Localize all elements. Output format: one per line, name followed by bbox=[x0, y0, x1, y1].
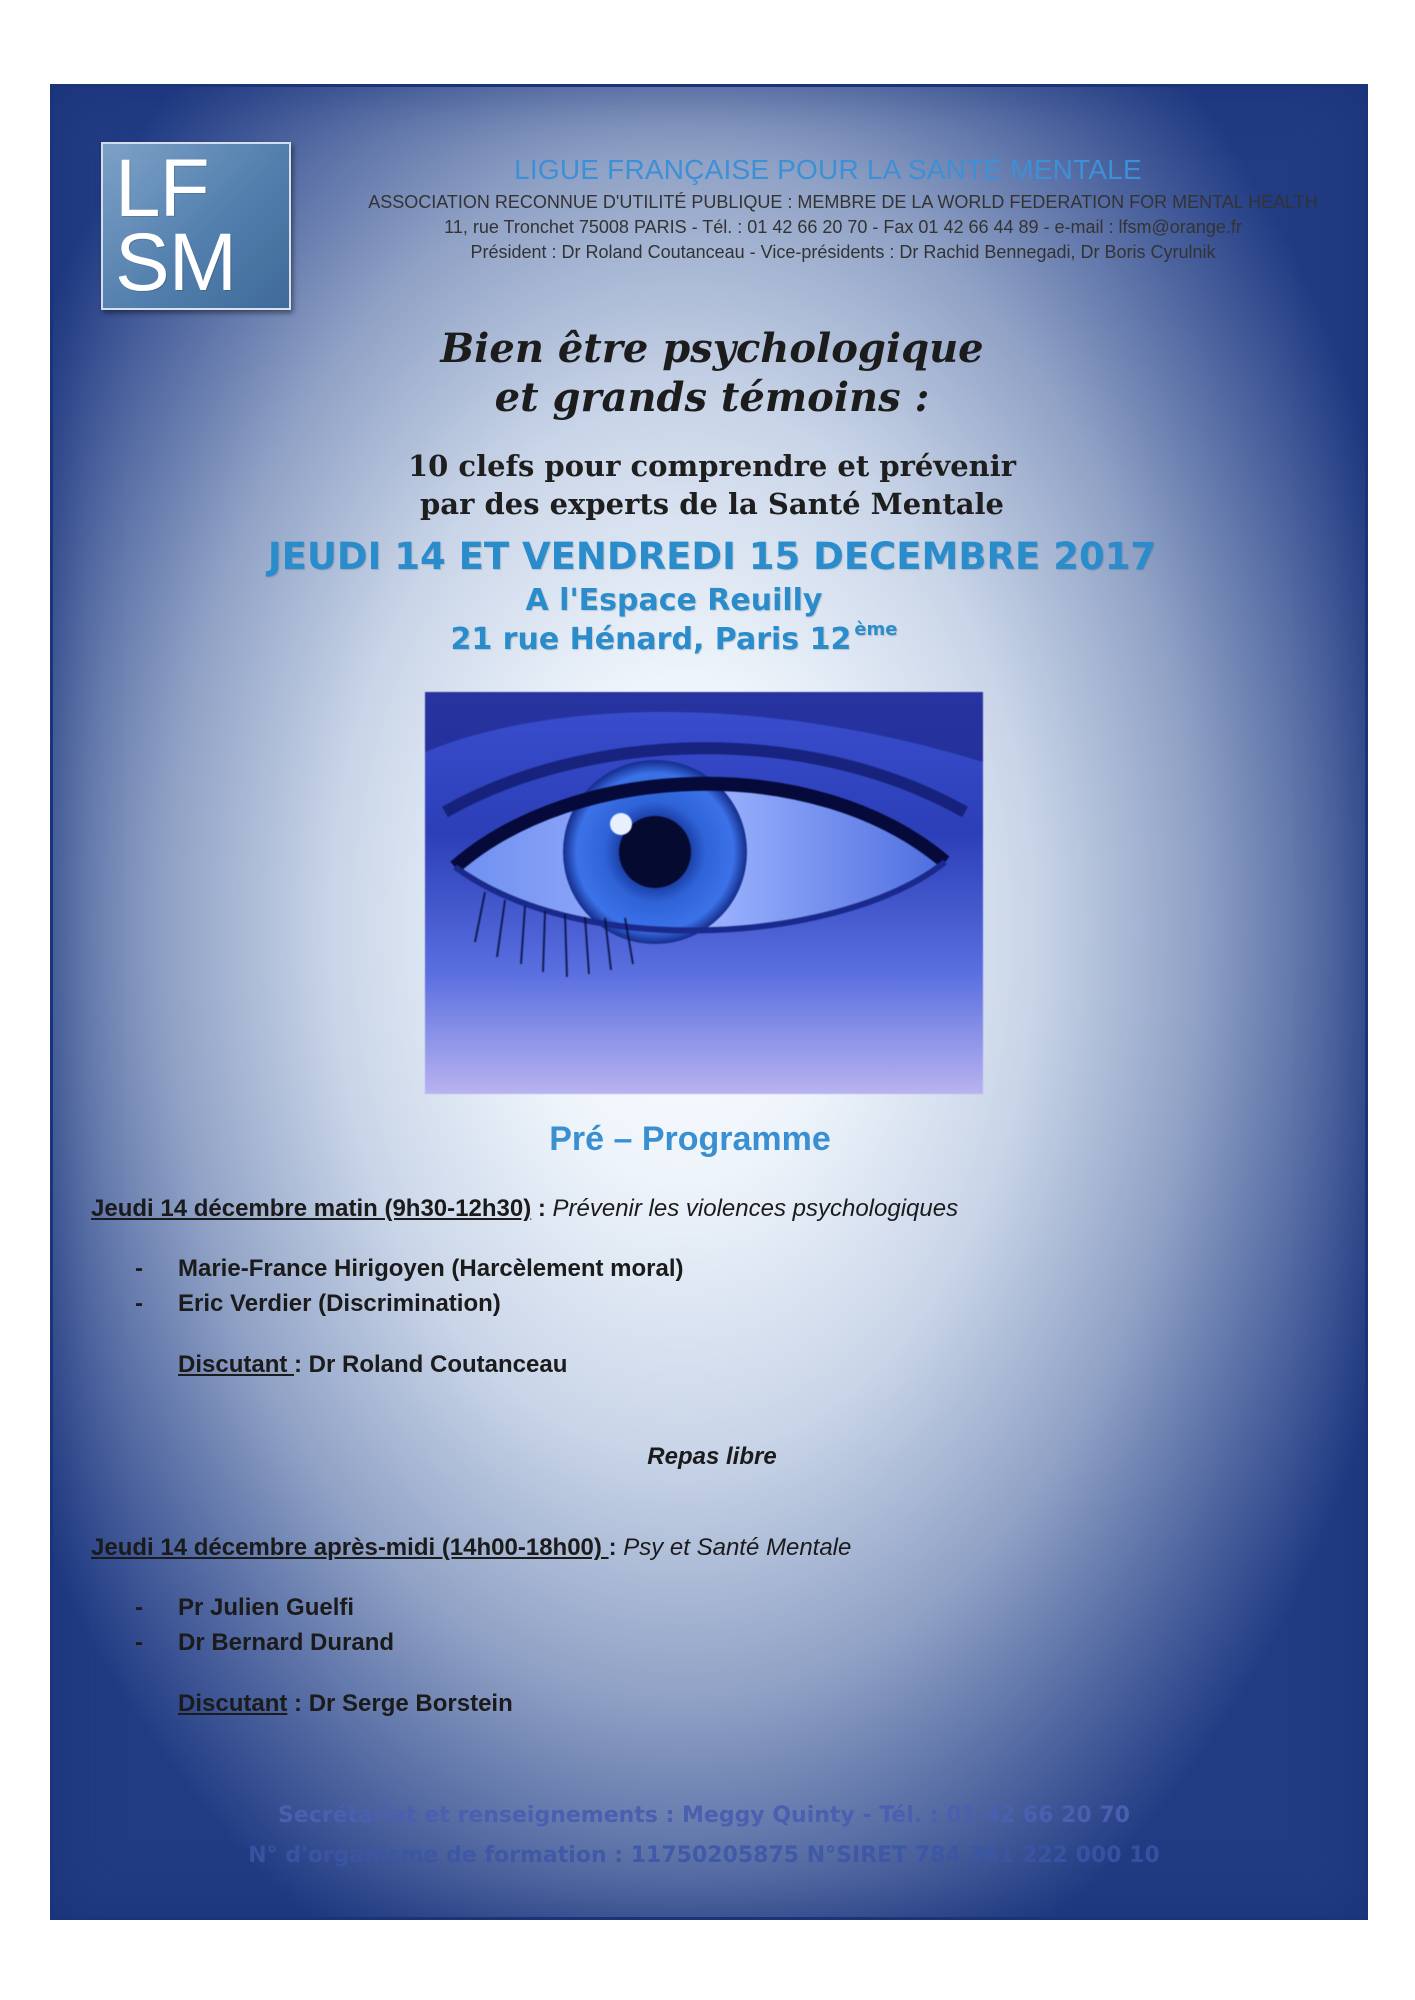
secretariat-contact: Secrétariat et renseignements : Meggy Quinty - Tél. : 01 42 66 20 70 bbox=[278, 1803, 1130, 1828]
session-2-theme: Psy et Santé Mentale bbox=[623, 1534, 852, 1561]
session-2-title: Jeudi 14 décembre après-midi (14h00-18h00) bbox=[91, 1534, 609, 1561]
discussant-name: : Dr Serge Borstein bbox=[287, 1690, 513, 1717]
logo-top-letters: LF bbox=[115, 143, 209, 234]
bullet-marker: - bbox=[135, 1255, 143, 1282]
lfsm-logo bbox=[101, 142, 291, 310]
organization-contact: 11, rue Tronchet 75008 PARIS - Tél. : 01 42 66 20 70 - Fax 01 42 66 44 89 - e-mail : lfsm@orange.fr bbox=[444, 217, 1242, 237]
event-title-line-2: et grands témoins : bbox=[494, 374, 930, 421]
event-venue: A l'Espace Reuilly bbox=[525, 583, 823, 618]
eye-image bbox=[425, 692, 983, 1094]
event-dates: JEUDI 14 ET VENDREDI 15 DECEMBRE 2017 bbox=[267, 535, 1157, 578]
discussant-name: : Dr Roland Coutanceau bbox=[294, 1351, 568, 1378]
discussant-label: Discutant bbox=[178, 1690, 288, 1717]
training-registration-numbers: N° d'organisme de formation : 11750205875 N°SIRET 784 361 222 000 10 bbox=[248, 1843, 1160, 1868]
organization-board: Président : Dr Roland Coutanceau - Vice-présidents : Dr Rachid Bennegadi, Dr Boris Cyrulnik bbox=[470, 242, 1216, 262]
event-address-text: 21 rue Hénard, Paris 12 bbox=[450, 622, 852, 657]
pre-programme-heading: Pré – Programme bbox=[549, 1120, 831, 1158]
event-subtitle-line-1: 10 clefs pour comprendre et prévenir bbox=[407, 449, 1017, 483]
bullet-marker: - bbox=[135, 1290, 143, 1317]
lunch-break: Repas libre bbox=[647, 1443, 777, 1470]
session-1-title: Jeudi 14 décembre matin (9h30-12h30) bbox=[91, 1195, 532, 1222]
organization-status: ASSOCIATION RECONNUE D'UTILITÉ PUBLIQUE : MEMBRE DE LA WORLD FEDERATION FOR MENTAL HEALTH bbox=[368, 192, 1318, 212]
session-2-header bbox=[91, 1534, 851, 1562]
bullet-marker: - bbox=[135, 1594, 143, 1621]
event-title-line-1: Bien être psychologique bbox=[440, 325, 984, 372]
poster-frame bbox=[50, 84, 1368, 1920]
event-subtitle-line-2: par des experts de la Santé Mentale bbox=[420, 487, 1004, 521]
session-2-discussant bbox=[178, 1690, 513, 1718]
bullet-marker: - bbox=[135, 1629, 143, 1656]
session-1-speaker-1: Marie-France Hirigoyen (Harcèlement moral) bbox=[178, 1255, 684, 1282]
eye-highlight bbox=[610, 813, 632, 835]
session-2-speaker-2: Dr Bernard Durand bbox=[178, 1629, 395, 1656]
event-address bbox=[15, 619, 1333, 657]
session-1-colon: : bbox=[531, 1195, 553, 1222]
session-1-header bbox=[91, 1195, 958, 1223]
session-2-speaker-1: Pr Julien Guelfi bbox=[178, 1594, 355, 1621]
organization-name: LIGUE FRANÇAISE POUR LA SANTÉ MENTALE bbox=[514, 154, 1142, 185]
session-1-speaker-2: Eric Verdier (Discrimination) bbox=[178, 1290, 501, 1317]
session-1-discussant bbox=[178, 1351, 567, 1379]
discussant-label: Discutant bbox=[178, 1351, 295, 1378]
logo-bottom-letters: SM bbox=[115, 217, 236, 308]
session-2-colon: : bbox=[608, 1534, 624, 1561]
event-address-superscript: ème bbox=[854, 619, 898, 640]
session-1-theme: Prévenir les violences psychologiques bbox=[552, 1195, 959, 1222]
